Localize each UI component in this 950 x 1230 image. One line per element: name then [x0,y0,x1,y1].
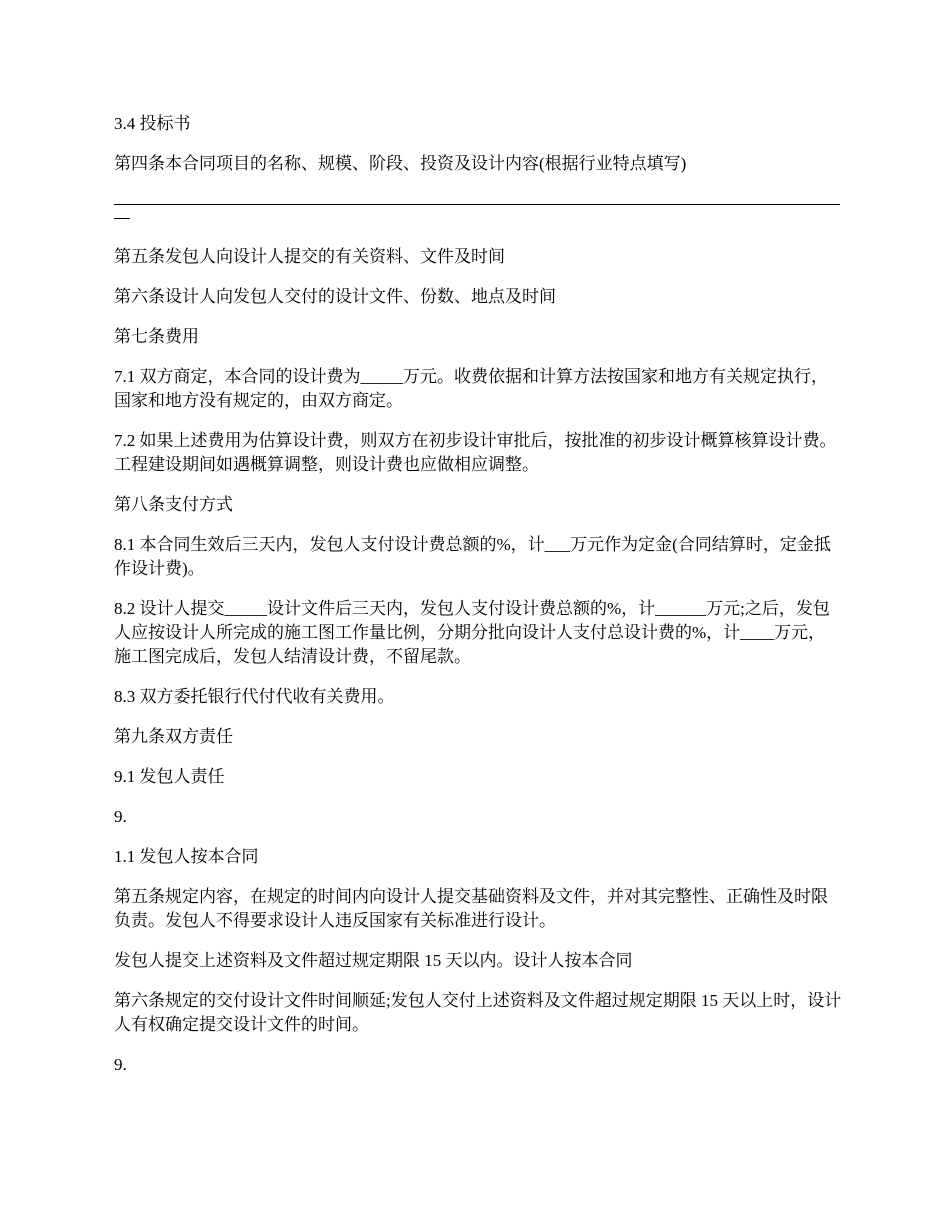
delay-provision: 发包人提交上述资料及文件超过规定期限 15 天以内。设计人按本合同 [114,951,633,970]
clause-9-number: 9. [114,807,127,826]
clause-9-number-2: 9. [114,1055,127,1074]
blank-underline-tail [114,205,842,229]
article-8-heading: 第八条支付方式 [114,495,233,514]
clause-8-3: 8.3 双方委托银行代付代收有关费用。 [114,687,395,706]
clause-8-1: 8.1 本合同生效后三天内，发包人支付设计费总额的%，计___万元作为定金(合同结算时，定金抵作设计费)。 [114,535,831,578]
section-3-4-heading: 3.4 投标书 [114,114,191,133]
clause-7-2: 7.2 如果上述费用为估算设计费，则双方在初步设计审批后，按批准的初步设计概算核算设计费。工程建设期间如遇概算调整，则设计费也应做相应调整。 [114,431,837,474]
clause-1-1: 1.1 发包人按本合同 [114,847,259,866]
article-7-heading: 第七条费用 [114,327,199,346]
article-5-provision: 第五条规定内容，在规定的时间内向设计人提交基础资料及文件，并对其完整性、正确性及时限负责。发包人不得要求设计人违反国家有关标准进行设计。 [114,887,828,930]
article-6-heading: 第六条设计人向发包人交付的设计文件、份数、地点及时间 [114,287,556,306]
fill-in-blank-line [114,204,842,229]
clause-7-1: 7.1 双方商定，本合同的设计费为_____万元。收费依据和计算方法按国家和地方有关规定执行，国家和地方没有规定的，由双方商定。 [114,367,828,410]
article-5-heading: 第五条发包人向设计人提交的有关资料、文件及时间 [114,247,505,266]
article-4-heading: 第四条本合同项目的名称、规模、阶段、投资及设计内容(根据行业特点填写) [114,154,687,173]
document-page [114,112,842,1093]
article-6-provision: 第六条规定的交付设计文件时间顺延;发包人交付上述资料及文件超过规定期限 15 天以上时，设计人有权确定提交设计文件的时间。 [114,991,842,1034]
clause-9-1: 9.1 发包人责任 [114,767,225,786]
clause-8-2: 8.2 设计人提交_____设计文件后三天内，发包人支付设计费总额的%，计______万元;之后，发包人应按设计人所完成的施工图工作量比例，分期分批向设计人支付总设计费的%，计____万元，施工图完成后，发包人结清设计费，不留尾款。 [114,599,830,666]
article-9-heading: 第九条双方责任 [114,727,233,746]
